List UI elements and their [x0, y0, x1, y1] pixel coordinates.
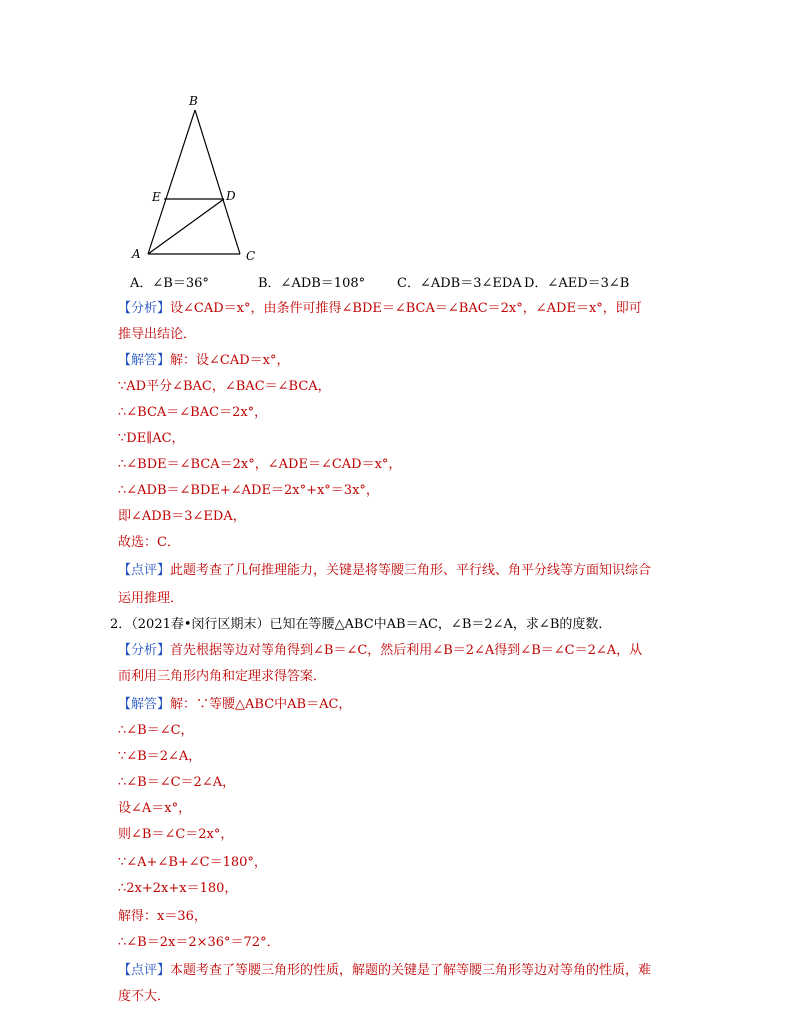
label-e: E [152, 190, 161, 204]
solution-line: 解：设∠CAD＝x°， [170, 353, 290, 368]
comment-text: 本题考查了等腰三角形的性质，解题的关键是了解等腰三角形等边对等角的性质，难 [170, 963, 652, 978]
solution-line: ∴∠B＝2x＝2×36°＝72°． [118, 935, 280, 950]
q2-analysis-cont: 而利用三角形内角和定理求得答案． [118, 669, 327, 684]
solution-line: ∴∠BDE＝∠BCA＝2x°，∠ADE＝∠CAD＝x°， [118, 457, 402, 472]
q2-comment-cont: 度不大． [118, 989, 171, 1004]
solution-line: ∵∠A+∠B+∠C＝180°， [118, 855, 267, 870]
solution-line: 解得：x＝36， [118, 909, 207, 924]
solution-tag: 【解答】 [118, 697, 171, 712]
solution-line: ∴∠ADB＝∠BDE+∠ADE＝2x°+x°＝3x°， [118, 483, 379, 498]
solution-line: 故选：C． [118, 535, 180, 550]
q2-solution [118, 696, 351, 714]
analysis-text: 首先根据等边对等角得到∠B＝∠C，然后利用∠B＝2∠A得到∠B＝∠C＝2∠A，从 [170, 643, 643, 658]
solution-line: ∴∠B＝∠C＝2∠A， [118, 775, 236, 790]
analysis-tag: 【分析】 [118, 643, 171, 658]
solution-line: 设∠A＝x°， [118, 801, 192, 816]
solution-line: ∵DE∥AC， [118, 431, 185, 446]
triangle-figure [120, 88, 270, 266]
triangle-diagram [120, 88, 270, 266]
solution-line: 即∠ADB＝3∠EDA， [118, 509, 246, 524]
q1-comment [118, 562, 651, 580]
comment-text: 此题考查了几何推理能力，关键是将等腰三角形、平行线、角平分线等方面知识综合 [170, 563, 652, 578]
q1-solution [118, 352, 290, 370]
solution-line: 解：∵等腰△ABC中AB＝AC， [170, 697, 352, 712]
q2-analysis [118, 642, 642, 660]
label-a: A [132, 247, 141, 261]
option-a: A．∠B＝36° [130, 276, 209, 291]
solution-line: ∵∠B＝2∠A， [118, 749, 202, 764]
option-b: B．∠ADB＝108° [258, 276, 366, 291]
q1-analysis [118, 300, 642, 318]
analysis-text: 设∠CAD＝x°，由条件可推得∠BDE＝∠BCA＝∠BAC＝2x°，∠ADE＝x°，即可 [170, 301, 642, 316]
solution-tag: 【解答】 [118, 353, 171, 368]
q2-stem: 2．（2021春•闵行区期末）已知在等腰△ABC中AB＝AC，∠B＝2∠A，求∠B的度数． [110, 617, 612, 632]
q1-analysis-cont: 推导出结论． [118, 327, 197, 342]
comment-tag: 【点评】 [118, 563, 171, 578]
analysis-tag: 【分析】 [118, 301, 171, 316]
label-b: B [189, 94, 198, 108]
solution-line: ∴∠B＝∠C， [118, 723, 194, 738]
label-d: D [226, 189, 236, 203]
label-c: C [246, 249, 256, 263]
solution-line: ∵AD平分∠BAC，∠BAC＝∠BCA， [118, 379, 331, 394]
option-c: C．∠ADB＝3∠EDA [397, 276, 522, 291]
option-d: D．∠AED＝3∠B [524, 276, 630, 291]
solution-line: ∴∠BCA＝∠BAC＝2x°， [118, 405, 268, 420]
solution-line: 则∠B＝∠C＝2x°， [118, 827, 234, 842]
comment-tag: 【点评】 [118, 963, 171, 978]
q2-comment [118, 962, 651, 980]
solution-line: ∴2x+2x+x＝180， [118, 881, 238, 896]
q1-comment-cont: 运用推理． [118, 591, 184, 606]
